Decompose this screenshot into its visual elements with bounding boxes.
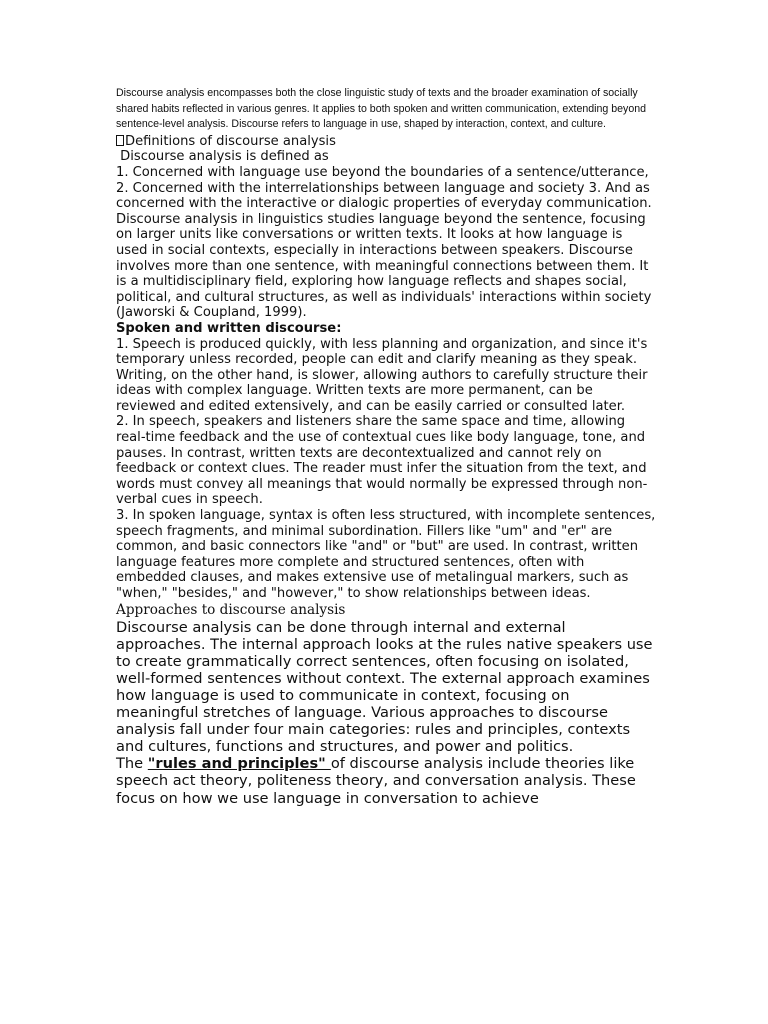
rules-principles-term: "rules and principles" [147, 755, 331, 773]
definition-item-2: 2. Concerned with the interrelationships between language and society 3. And as concerned with the interactive or dialogic properties of everyday communication. [116, 180, 652, 212]
spoken-written-point-3: 3. In spoken language, syntax is often less structured, with incomplete sentences, speech fragments, and minimal subordination. Fillers like "um" and "er" are common, and basic connectors like "and" or "but" are used. In contrast, written language features more complete and structured sentences, often with embedded clauses, and makes extensive use of metalingual markers, such as "when," "besides," and "however," to show relationships between ideas. [116, 508, 656, 601]
spoken-written-point-2: 2. In speech, speakers and listeners share the same space and time, allowing real-time feedback and the use of contextual cues like body language, tone, and pauses. In contrast, written texts are decontextualized and cannot rely on feedback or context clues. The reader must infer the situation from the text, and words must convey all meanings that would normally be expressed through non-verbal cues in speech. [116, 414, 648, 508]
definition-item-1: 1. Concerned with language use beyond the boundaries of a sentence/utterance, [116, 164, 649, 180]
approaches-paragraph: Discourse analysis can be done through internal and external approaches. The internal approach looks at the rules native speakers use to create grammatically correct sentences, often focusing on isolated, well-formed sentences without context. The external approach examines how language is used to communicate in context, focusing on meaningful stretches of language. Various approaches to discourse analysis fall under four main categories: rules and principles, contexts and cultures, functions and structures, and power and politics. [116, 618, 653, 756]
approaches-heading: Approaches to discourse analysis [116, 601, 346, 618]
definitions-heading: Definitions of discourse analysis [116, 134, 656, 150]
intro-paragraph: Discourse analysis encompasses both the close linguistic study of texts and the broader examination of socially shared habits reflected in various genres. It applies to both spoken and written communication, extending beyond sentence-level analysis. Discourse refers to language in use, shaped by interaction, context, and culture. [116, 87, 647, 131]
document-page [116, 86, 656, 807]
definitions-intro-line: Discourse analysis is defined as [116, 149, 329, 165]
rules-principles-paragraph: The "rules and principles" of discourse analysis include theories like speech act theory, politeness theory, and conversation analysis. These focus on how we use language in conversation to achieve [116, 755, 636, 807]
definitions-paragraph: Discourse analysis in linguistics studies language beyond the sentence, focusing on larger units like conversations or written texts. It looks at how language is used in social contexts, especially in interactions between speakers. Discourse involves more than one sentence, with meaningful connections between them. It is a multidisciplinary field, exploring how language reflects and shapes social, political, and cultural structures, as well as individuals' interactions within society (Jaworski & Coupland, 1999). [116, 211, 652, 321]
missing-glyph-icon [116, 135, 124, 146]
spoken-written-point-1: 1. Speech is produced quickly, with less planning and organization, and since it's temporary unless recorded, people can edit and clarify meaning as they speak. Writing, on the other hand, is slower, allowing authors to carefully structure their ideas with complex language. Written texts are more permanent, can be reviewed and edited extensively, and can be easily carried or consulted later. [116, 336, 648, 414]
spoken-written-heading: Spoken and written discourse: [116, 320, 342, 336]
